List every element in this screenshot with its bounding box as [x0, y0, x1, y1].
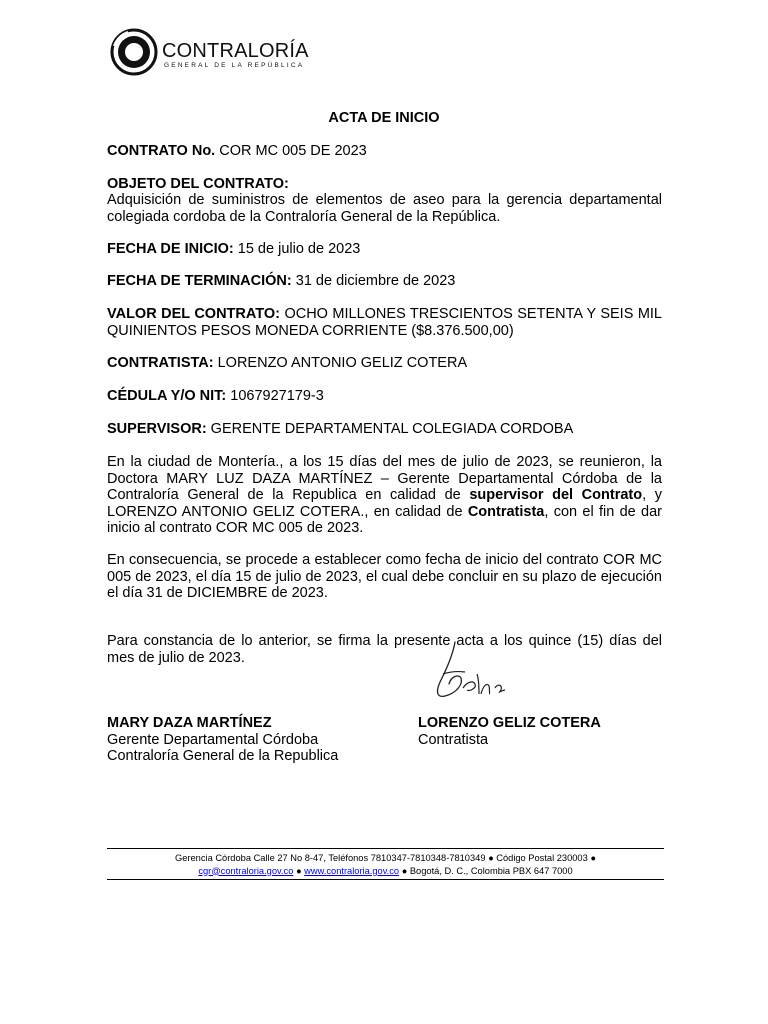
signer-contractor-title: Contratista	[418, 731, 489, 748]
contract-object-label: OBJETO DEL CONTRATO:	[107, 176, 289, 192]
id-number-row	[107, 388, 662, 405]
handwritten-signature	[425, 638, 525, 704]
signer-supervisor-entity: Contraloría General de la Republica	[107, 748, 339, 764]
footer-address: Gerencia Córdoba Calle 27 No 8-47, Teléfonos 7810347-7810348-7810349 ● Código Postal 230003 ●	[175, 853, 596, 863]
logo-subtitle: GENERAL DE LA REPÚBLICA	[164, 62, 305, 69]
signer-supervisor-title: Gerente Departamental Córdoba	[107, 731, 319, 748]
footer-contact	[107, 852, 664, 877]
supervisor-role-bold: supervisor del Contrato	[469, 487, 643, 503]
supervisor-value: GERENTE DEPARTAMENTAL COLEGIADA CORDOBA	[206, 421, 574, 437]
meeting-paragraph: En la ciudad de Montería., a los 15 días del mes de julio de 2023, se reunieron, la Doctora MARY LUZ DAZA MARTÍNEZ – Gerente Departamental Córdoba de la Contraloría General de la Republica en calidad de supervisor del Contrato, y LORENZO ANTONIO GELIZ COTERA., en calidad de Contratista, con el fin de dar inicio al contrato COR MC 005 de 2023.	[107, 454, 662, 536]
contract-number-row	[107, 143, 662, 160]
contractor-value: LORENZO ANTONIO GELIZ COTERA	[213, 355, 468, 371]
contract-value-row	[107, 306, 662, 339]
contract-number-value: COR MC 005 DE 2023	[215, 143, 367, 159]
end-date-value: 31 de diciembre de 2023	[291, 273, 456, 289]
supervisor-row	[107, 421, 662, 438]
contraloria-logo	[110, 28, 310, 80]
footer-bottom-divider	[107, 879, 664, 880]
signer-supervisor-name: MARY DAZA MARTÍNEZ	[107, 715, 272, 731]
contractor-row	[107, 355, 662, 372]
footer-links-line: cgr@contraloria.gov.co ● www.contraloria.gov.co ● Bogotá, D. C., Colombia PBX 647 7000	[198, 865, 573, 876]
start-date-paragraph: En consecuencia, se procede a establecer como fecha de inicio del contrato COR MC 005 de 2023, el día 15 de julio de 2023, el cual debe concluir en su plazo de ejecución el día 31 de DICIEMBRE de 2023.	[107, 552, 662, 601]
start-date-row	[107, 241, 662, 258]
id-number-label: CÉDULA Y/O NIT:	[107, 388, 227, 404]
contract-value-text: OCHO MILLONES TRESCIENTOS SETENTA Y SEIS MIL QUINIENTOS PESOS MONEDA CORRIENTE ($8.376.500,00)	[107, 306, 662, 339]
contract-value-label: VALOR DEL CONTRATO:	[107, 306, 280, 322]
signer-contractor	[418, 715, 601, 748]
contractor-label: CONTRATISTA:	[107, 355, 214, 371]
footer-email-link[interactable]: cgr@contraloria.gov.co	[198, 865, 294, 876]
contract-object-text: Adquisición de suministros de elementos de aseo para la gerencia departamental colegiada cordoba de la Contraloría General de la República.	[107, 192, 662, 225]
signer-contractor-name: LORENZO GELIZ COTERA	[418, 715, 601, 731]
end-date-row	[107, 273, 662, 290]
id-number-value: 1067927179-3	[226, 388, 324, 404]
footer-top-divider	[107, 848, 664, 849]
footer-website-link[interactable]: www.contraloria.gov.co	[304, 865, 400, 876]
start-date-label: FECHA DE INICIO:	[107, 241, 234, 257]
end-date-label: FECHA DE TERMINACIÓN:	[107, 273, 292, 289]
footer-city-phone: ● Bogotá, D. C., Colombia PBX 647 7000	[399, 865, 573, 876]
contraloria-emblem-icon	[110, 28, 158, 76]
contractor-role-bold: Contratista	[467, 503, 545, 520]
signer-supervisor	[107, 715, 338, 765]
supervisor-label: SUPERVISOR:	[107, 421, 207, 437]
document-title: ACTA DE INICIO	[328, 110, 440, 126]
signing-paragraph: Para constancia de lo anterior, se firma la presente acta a los quince (15) días del mes de julio de 2023.	[107, 633, 662, 666]
contract-number-label: CONTRATO No.	[107, 143, 216, 159]
logo-wordmark: CONTRALORÍA	[162, 40, 309, 62]
start-date-value: 15 de julio de 2023	[233, 241, 361, 257]
